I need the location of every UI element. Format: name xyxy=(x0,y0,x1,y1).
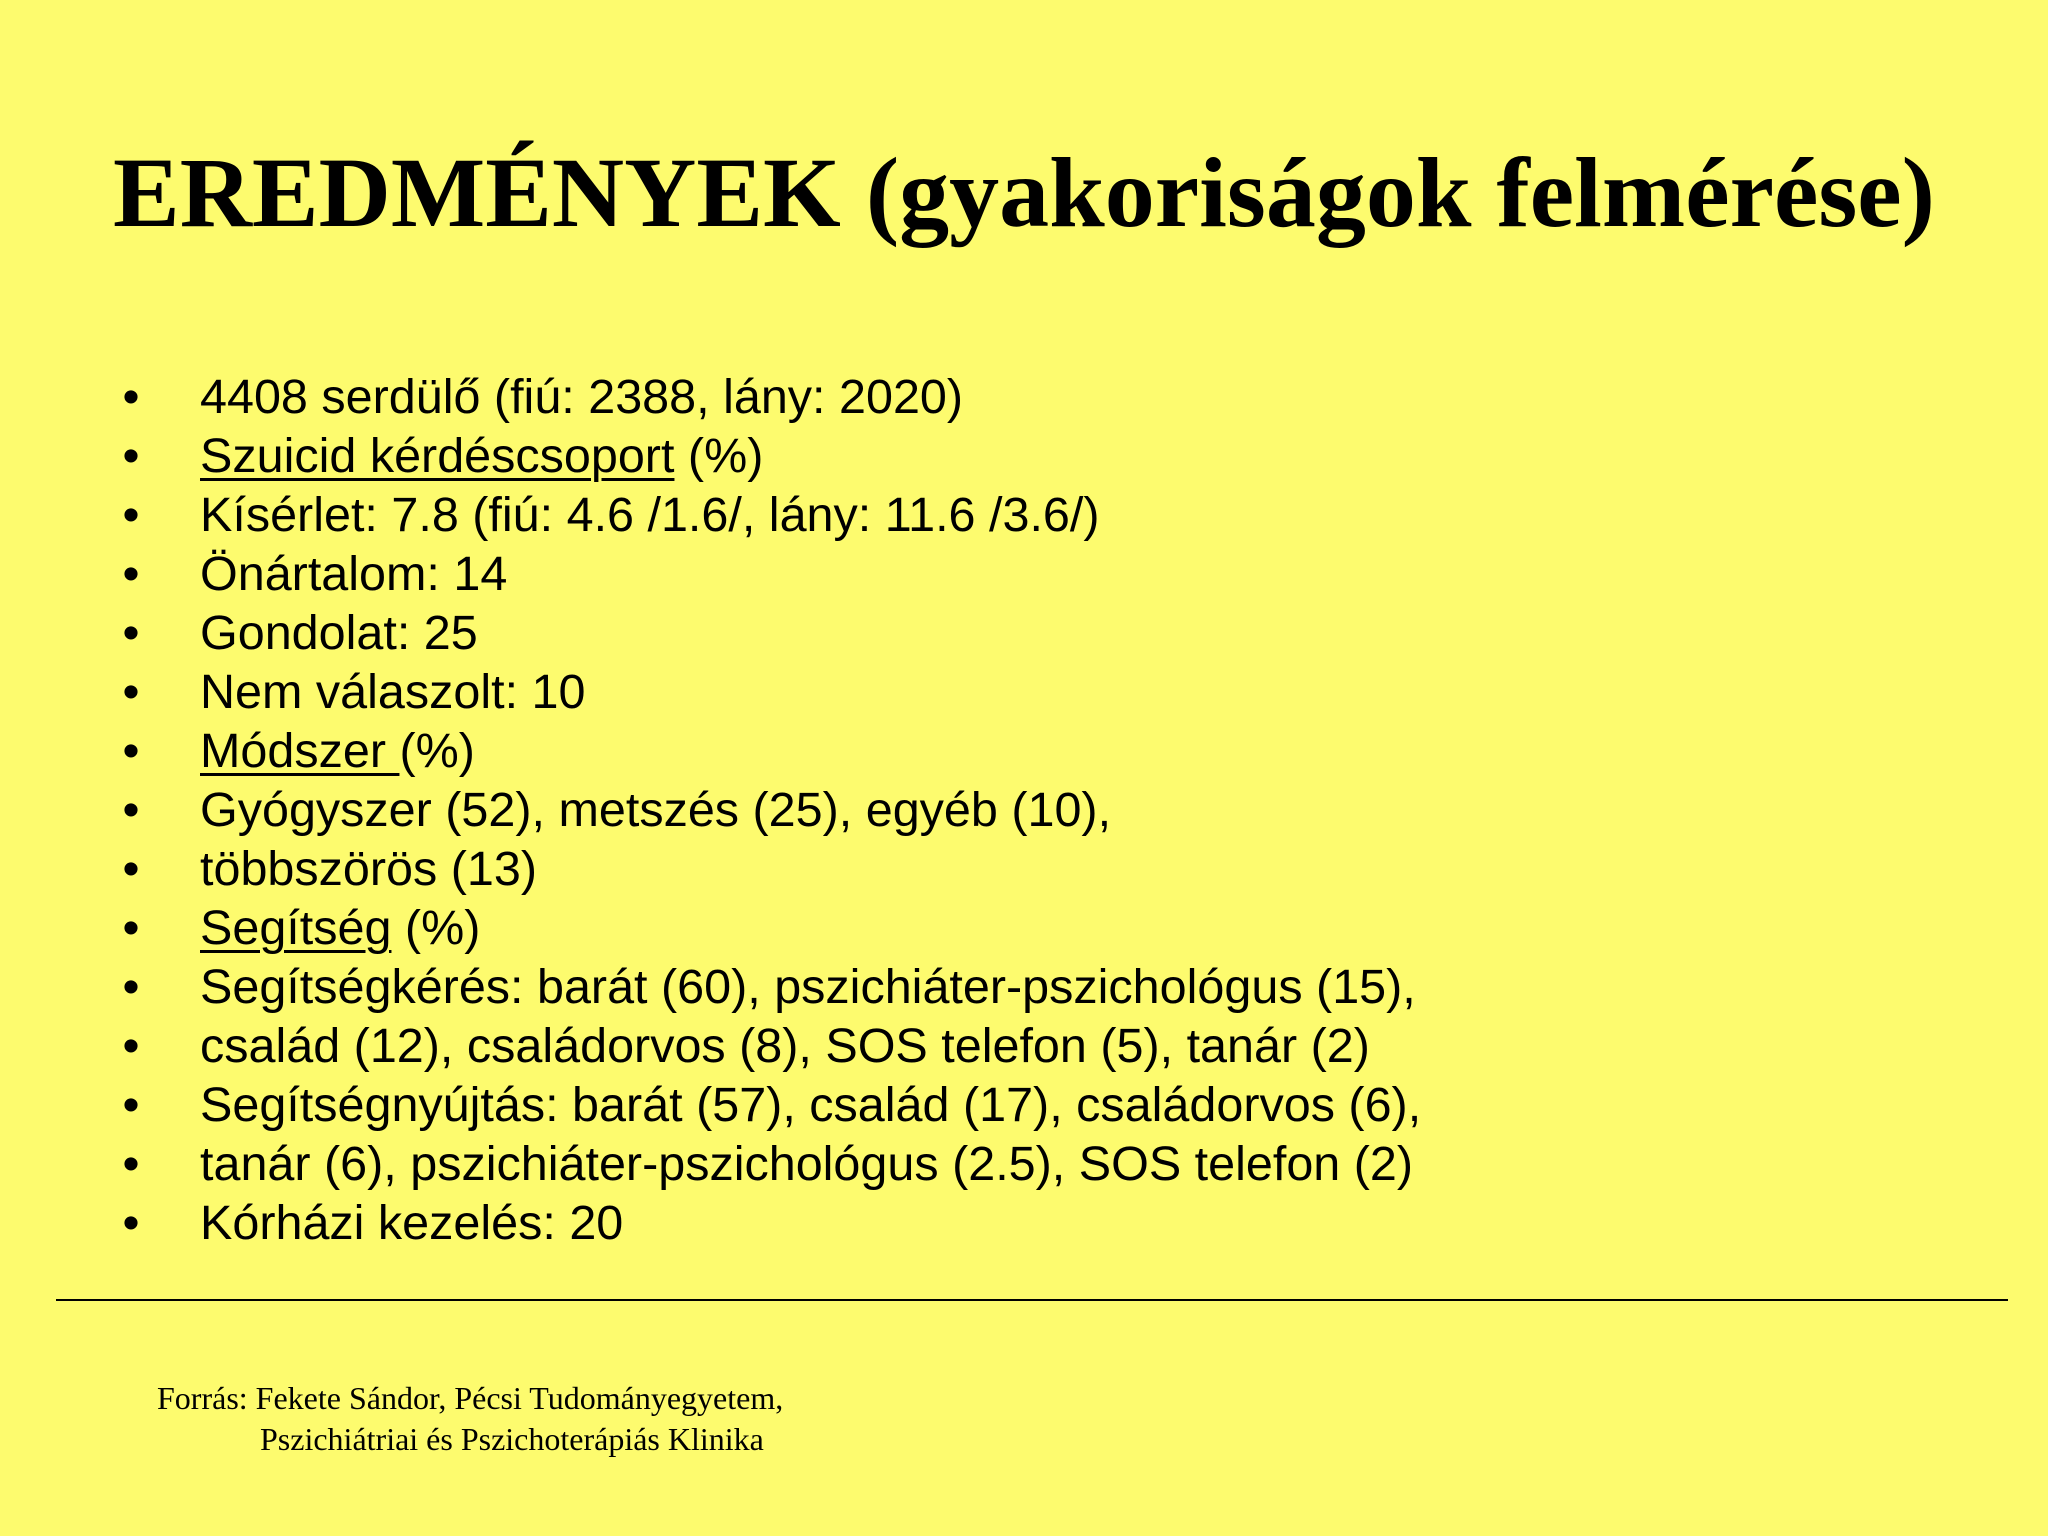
list-item xyxy=(116,545,1421,604)
bullet-icon: • xyxy=(122,842,140,896)
item-text: Segítségkérés: barát (60), pszichiáter-pszichológus (15), xyxy=(200,960,1416,1014)
item-text: Önártalom: 14 xyxy=(200,547,508,601)
item-text: Gyógyszer (52), metszés (25), egyéb (10), xyxy=(200,783,1112,837)
bullet-icon: • xyxy=(122,1137,140,1191)
list-item xyxy=(116,840,1421,899)
list-item xyxy=(116,722,1421,781)
bullet-list xyxy=(116,368,1421,1253)
list-item xyxy=(116,899,1421,958)
source-citation xyxy=(157,1378,783,1460)
bullet-icon: • xyxy=(122,665,140,719)
item-text: (%) xyxy=(391,901,481,955)
bullet-icon: • xyxy=(122,547,140,601)
source-line-2: Pszichiátriai és Pszichoterápiás Klinika xyxy=(260,1421,764,1457)
item-text: Kórházi kezelés: 20 xyxy=(200,1196,624,1250)
bullet-icon: • xyxy=(122,783,140,837)
bullet-icon: • xyxy=(122,370,140,424)
item-text: 4408 serdülő (fiú: 2388, lány: 2020) xyxy=(200,370,964,424)
list-item xyxy=(116,663,1421,722)
item-text: Nem válaszolt: 10 xyxy=(200,665,586,719)
list-item xyxy=(116,1135,1421,1194)
section-heading: Segítség xyxy=(200,901,392,955)
list-item xyxy=(116,1194,1421,1253)
bullet-icon: • xyxy=(122,488,140,542)
bullet-icon: • xyxy=(122,606,140,660)
source-line-1: Forrás: Fekete Sándor, Pécsi Tudományegyetem, xyxy=(157,1380,784,1416)
bullet-icon: • xyxy=(122,724,140,778)
list-item xyxy=(116,781,1421,840)
item-text: többszörös (13) xyxy=(200,842,537,896)
list-item xyxy=(116,427,1421,486)
item-text: Segítségnyújtás: barát (57), család (17), családorvos (6), xyxy=(200,1078,1422,1132)
item-text: család (12), családorvos (8), SOS telefon (5), tanár (2) xyxy=(200,1019,1370,1073)
item-text: (%) xyxy=(674,429,764,483)
slide-title: EREDMÉNYEK (gyakoriságok felmérése) xyxy=(113,137,1935,248)
list-item xyxy=(116,604,1421,663)
list-item xyxy=(116,1076,1421,1135)
section-heading: Módszer xyxy=(200,724,400,778)
section-heading: Szuicid kérdéscsoport xyxy=(200,429,675,483)
bullet-icon: • xyxy=(122,429,140,483)
bullet-icon: • xyxy=(122,1019,140,1073)
list-item xyxy=(116,486,1421,545)
bullet-icon: • xyxy=(122,960,140,1014)
item-text: Kísérlet: 7.8 (fiú: 4.6 /1.6/, lány: 11.6 /3.6/) xyxy=(200,488,1100,542)
bullet-icon: • xyxy=(122,1196,140,1250)
bullet-icon: • xyxy=(122,901,140,955)
item-text: Gondolat: 25 xyxy=(200,606,478,660)
bullet-icon: • xyxy=(122,1078,140,1132)
list-item xyxy=(116,368,1421,427)
divider-line xyxy=(56,1299,2008,1301)
item-text: (%) xyxy=(399,724,475,778)
list-item xyxy=(116,1017,1421,1076)
list-item xyxy=(116,958,1421,1017)
item-text: tanár (6), pszichiáter-pszichológus (2.5), SOS telefon (2) xyxy=(200,1137,1414,1191)
